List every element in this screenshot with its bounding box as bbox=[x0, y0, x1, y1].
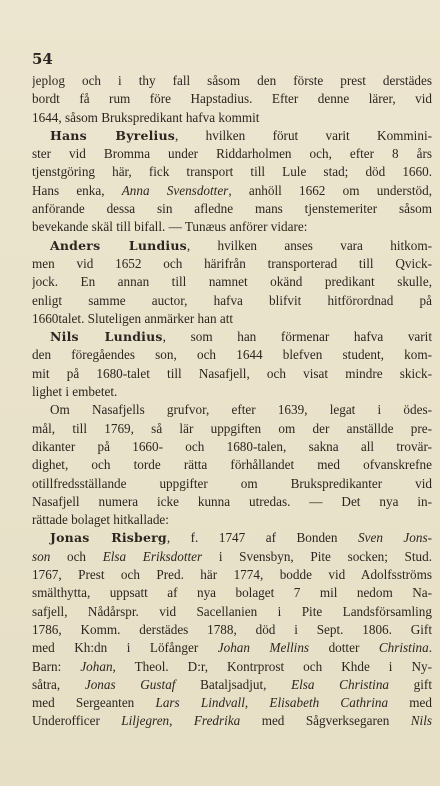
text-run: lighet i embetet. bbox=[32, 384, 118, 400]
text-line bbox=[32, 145, 432, 163]
text-run: 1660talet. Sluteligen anmärker han att bbox=[32, 310, 234, 326]
person-name: Jonas Risberg bbox=[50, 530, 167, 546]
text-line bbox=[32, 182, 432, 200]
text-line bbox=[32, 658, 432, 676]
text-line bbox=[32, 127, 432, 145]
page-body-text bbox=[32, 72, 432, 731]
text-line bbox=[32, 420, 432, 438]
text-line bbox=[32, 529, 432, 547]
italic-name: Elsa Eriksdotter bbox=[102, 548, 203, 564]
page-number: 54 bbox=[32, 50, 53, 68]
text-run: smälthytta, uppsatt af nya bolaget 7 mil nedom Na- bbox=[32, 585, 432, 601]
text-line bbox=[32, 712, 432, 730]
text-run: Om Nasafjells grufvor, efter 1639, legat i ödes- bbox=[50, 402, 432, 418]
text-run: safjell, Nådårspr. vid Sacellanien i Pite Landsförsamling bbox=[32, 603, 432, 619]
text-run: mit på 1680-talet till Nasafjell, och visat mindre skick- bbox=[32, 365, 432, 381]
text-line bbox=[32, 90, 432, 108]
text-line bbox=[32, 493, 432, 511]
italic-name: Nils bbox=[410, 713, 432, 729]
text-run: dikanter på 1660- och 1680-talen, sakna all trovär- bbox=[32, 438, 432, 454]
text-run: , Theol. D:r, Kontrprost och Khde i Ny- bbox=[112, 658, 432, 674]
text-line bbox=[32, 255, 432, 273]
text-run: med Sergeanten bbox=[32, 695, 156, 711]
text-line bbox=[32, 200, 432, 218]
italic-name: Sven Jons- bbox=[358, 530, 432, 546]
text-line bbox=[32, 273, 432, 291]
text-run: med bbox=[388, 695, 432, 711]
text-run: gift bbox=[389, 676, 432, 692]
text-line bbox=[32, 475, 432, 493]
text-run: 1786, Komm. derstädes 1788, död i Sept. 1806. Gift bbox=[32, 621, 432, 637]
text-run: Bataljsadjut, bbox=[175, 676, 292, 692]
text-run: 1767, Prest och Pred. här 1774, bodde vid Adolfsströms bbox=[32, 567, 432, 583]
person-name: Hans Byrelius bbox=[50, 127, 176, 143]
italic-name: son bbox=[32, 548, 51, 564]
italic-name: Fredrika bbox=[193, 713, 241, 729]
italic-name: Johan bbox=[80, 658, 113, 674]
text-run: med Kh:dn i Löfånger bbox=[32, 640, 218, 656]
text-line bbox=[32, 566, 432, 584]
text-run: Underofficer bbox=[32, 713, 122, 729]
text-run: 1644, såsom Brukspredikant hafva kommit bbox=[32, 109, 260, 125]
text-line bbox=[32, 511, 432, 529]
text-run: , hvilken anses vara hitkom- bbox=[186, 237, 432, 253]
text-run: . bbox=[428, 640, 432, 656]
text-run: Hans enka, bbox=[32, 182, 122, 198]
text-run: dotter bbox=[309, 640, 379, 656]
text-line bbox=[32, 548, 432, 566]
person-name: Nils Lundius bbox=[50, 329, 163, 345]
text-run: jock. En annan till namnet okänd predikant skulle, bbox=[32, 274, 432, 290]
italic-name: Lars Lindvall bbox=[155, 695, 245, 711]
text-run: Barn: bbox=[32, 658, 81, 674]
text-run: i Svensbyn, Pite socken; Stud. bbox=[202, 548, 432, 564]
text-run: otillfredsställande uppgifter om Brukspredikanter vid bbox=[32, 475, 432, 491]
italic-name: Christina bbox=[378, 640, 429, 656]
text-line bbox=[32, 676, 432, 694]
italic-name: Liljegren bbox=[121, 713, 170, 729]
text-run: jeplog och i thy fall såsom den förste prest derstädes bbox=[32, 73, 432, 88]
text-run: tjenstgöring här, fick transport till Lule stad; död 1660. bbox=[32, 164, 432, 180]
text-line bbox=[32, 456, 432, 474]
text-run: , bbox=[244, 695, 270, 711]
text-line bbox=[32, 328, 432, 346]
text-line bbox=[32, 109, 432, 127]
text-line bbox=[32, 639, 432, 657]
text-run: mål, till 1769, så lär uppgiften om der anställde pre- bbox=[32, 420, 432, 436]
text-line bbox=[32, 365, 432, 383]
text-line bbox=[32, 383, 432, 401]
text-line bbox=[32, 163, 432, 181]
text-run: dighet, och torde rätta förhållandet med ofvanskrefne bbox=[32, 457, 432, 473]
person-name: Anders Lundius bbox=[50, 237, 187, 253]
text-run: bevekande skäl till bifall. — Tunæus anförer vidare: bbox=[32, 219, 308, 235]
text-run: , anhöll 1662 om understöd, bbox=[228, 182, 432, 198]
italic-name: Jonas Gustaf bbox=[84, 676, 176, 692]
text-line bbox=[32, 72, 432, 90]
text-run: Nasafjell numera icke kunna utredas. — Det nya in- bbox=[32, 493, 432, 509]
text-line bbox=[32, 603, 432, 621]
text-run: bordt få rum före Hapstadius. Efter denne lärer, vid bbox=[32, 91, 432, 107]
italic-name: Anna Svensdotter bbox=[121, 182, 229, 198]
text-run: den föregåendes son, och 1644 blefven student, kom- bbox=[32, 347, 432, 363]
text-run: enligt samme auctor, hafva blifvit hitförordnad på bbox=[32, 292, 432, 308]
text-line bbox=[32, 218, 432, 236]
italic-name: Elsa Christina bbox=[291, 676, 390, 692]
text-line bbox=[32, 401, 432, 419]
text-line bbox=[32, 310, 432, 328]
text-line bbox=[32, 346, 432, 364]
text-run: såtra, bbox=[32, 676, 85, 692]
text-run: anförande dessa sin afledne mans tjenstemeriter såsom bbox=[32, 201, 432, 217]
text-line bbox=[32, 621, 432, 639]
text-line bbox=[32, 584, 432, 602]
text-line bbox=[32, 237, 432, 255]
text-run: men vid 1652 och härifrån transporterad till Qvick- bbox=[32, 255, 432, 271]
italic-name: Johan Mellins bbox=[217, 640, 310, 656]
text-line bbox=[32, 438, 432, 456]
text-run: , f. 1747 af Bonden bbox=[166, 530, 359, 546]
text-run: , hvilken förut varit Kommini- bbox=[175, 127, 432, 143]
text-line bbox=[32, 694, 432, 712]
text-line bbox=[32, 292, 432, 310]
text-run: ster vid Bromma under Riddarholmen och, efter 8 års bbox=[32, 146, 432, 162]
text-run: , som han förmenar hafva varit bbox=[162, 329, 432, 345]
text-run: , bbox=[169, 713, 194, 729]
text-run: med Sågverksegaren bbox=[240, 713, 411, 729]
text-run: rättade bolaget hitkallade: bbox=[32, 512, 169, 528]
text-run: och bbox=[50, 548, 103, 564]
italic-name: Elisabeth Cathrina bbox=[269, 695, 389, 711]
